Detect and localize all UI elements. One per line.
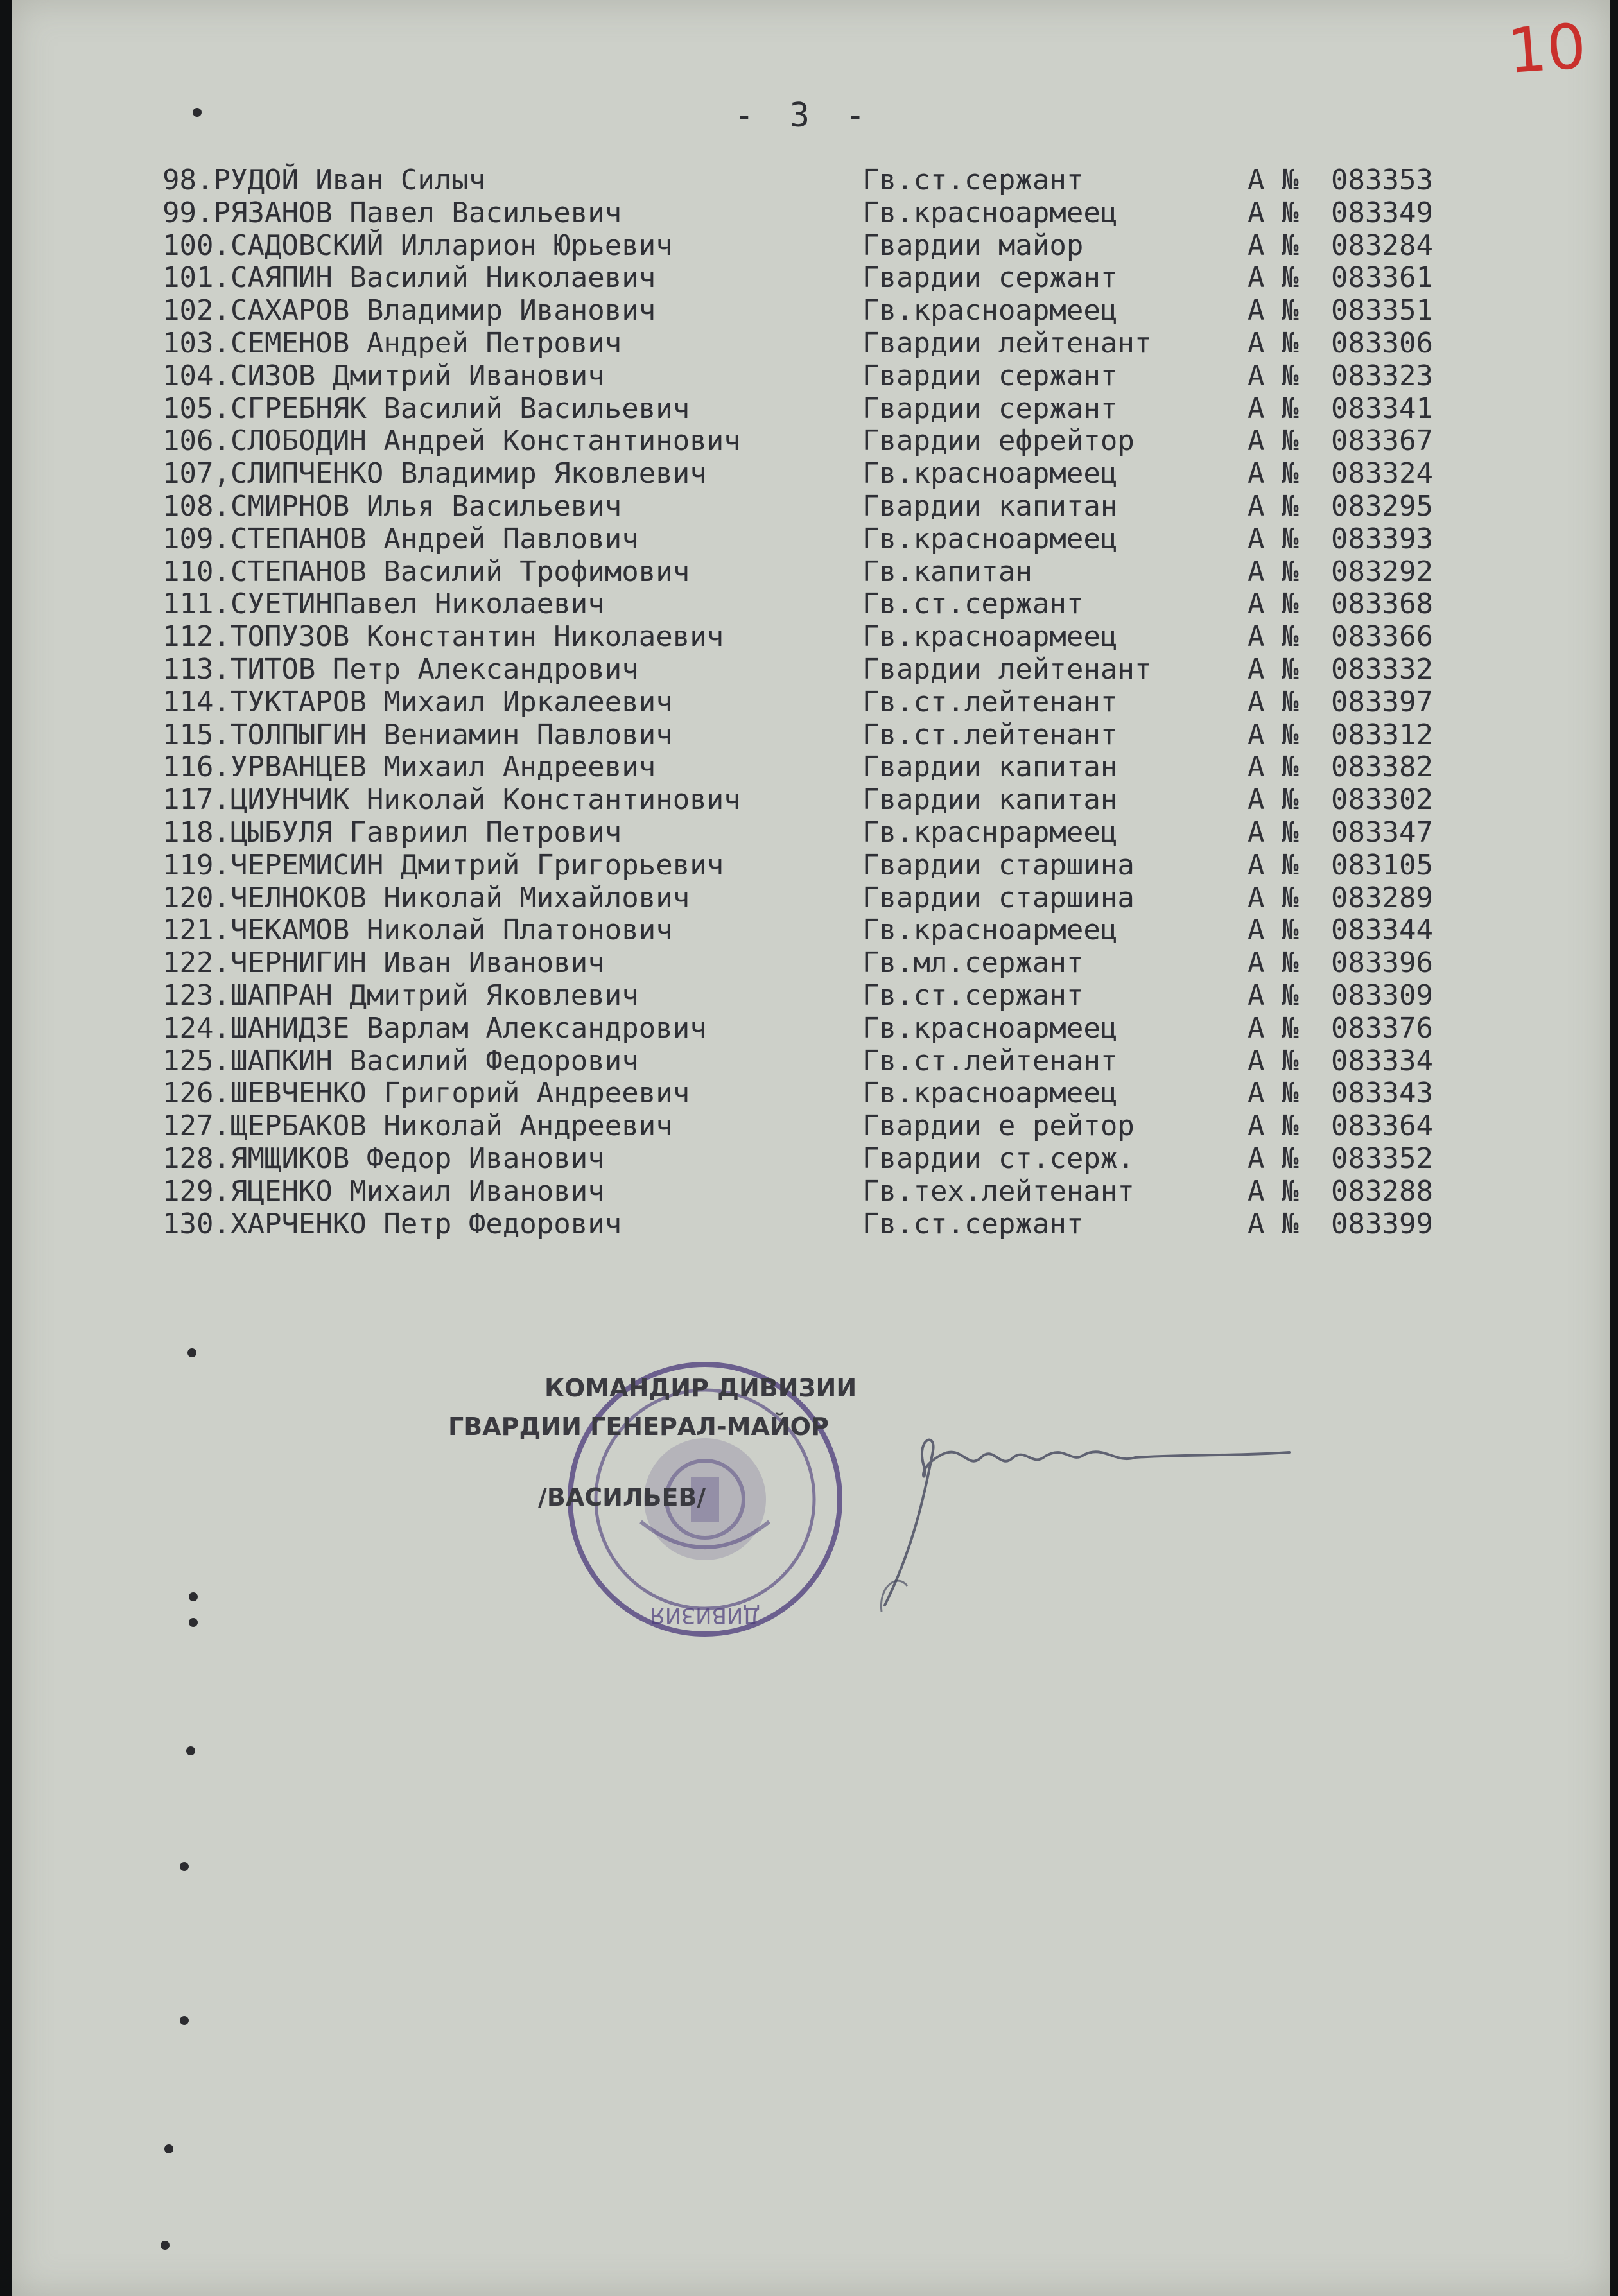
awardee-rank: Гв.мл.сержант — [862, 946, 1084, 980]
award-number: 083361 — [1331, 261, 1433, 295]
award-number: 083309 — [1331, 978, 1433, 1012]
awardee-name: САДОВСКИЙ Илларион Юрьевич — [230, 229, 673, 262]
award-number: 083352 — [1331, 1142, 1433, 1175]
awardee-name: ШАПКИН Василий Федорович — [230, 1044, 639, 1077]
awardee-name: ЧЕРНИГИН Иван Иванович — [230, 946, 605, 980]
award-series: А № — [1248, 1044, 1299, 1077]
awardee-rank: Гвардии старшина — [862, 881, 1135, 914]
award-number: 083397 — [1331, 685, 1433, 718]
row-number: 117. — [162, 783, 231, 817]
awardee-name: САХАРОВ Владимир Иванович — [230, 294, 656, 327]
binder-hole — [189, 1618, 198, 1627]
row-number: 114. — [162, 685, 231, 718]
awardee-rank: Гв.тех.лейтенант — [862, 1174, 1135, 1208]
awardee-name: ШЕВЧЕНКО Григорий Андреевич — [230, 1077, 690, 1110]
awardee-entry — [162, 523, 639, 556]
awardee-name: СЕМЕНОВ Андрей Петрович — [230, 326, 622, 360]
award-series: А № — [1248, 424, 1299, 458]
award-series: А № — [1248, 751, 1299, 784]
award-series: А № — [1248, 652, 1299, 686]
row-number: 110. — [162, 555, 231, 588]
awardee-name: ЧЕЛНОКОВ Николай Михайлович — [230, 881, 690, 914]
awardee-rank: Гв.ст.сержант — [862, 978, 1084, 1012]
awardee-rank: Гвардии капитан — [862, 489, 1118, 523]
awardee-entry — [162, 425, 741, 458]
awardee-name: СЛОБОДИН Андрей Константинович — [230, 424, 741, 458]
award-number: 083351 — [1331, 294, 1433, 327]
awardee-entry — [162, 980, 639, 1013]
awardee-rank: Гв.ст.лейтенант — [862, 718, 1118, 751]
award-number: 083366 — [1331, 620, 1433, 654]
awardee-name: ЩЕРБАКОВ Николай Андреевич — [230, 1109, 673, 1143]
awardee-rank: Гв.ст.лейтенант — [862, 685, 1118, 718]
award-number: 083284 — [1331, 229, 1433, 262]
award-number: 083353 — [1331, 164, 1433, 196]
page-number: - 3 - — [734, 96, 873, 135]
award-series: А № — [1248, 1011, 1299, 1045]
row-number: 123. — [162, 978, 231, 1012]
row-number: 124. — [162, 1011, 231, 1045]
award-number: 083295 — [1331, 489, 1433, 523]
awardee-name: ХАРЧЕНКО Петр Федорович — [230, 1207, 622, 1240]
award-number: 083343 — [1331, 1077, 1433, 1110]
row-number: 112. — [162, 620, 231, 654]
awardee-rank: Гвардии сержант — [862, 392, 1118, 425]
award-number: 083341 — [1331, 392, 1433, 425]
row-number: 130. — [162, 1207, 231, 1240]
award-number: 083396 — [1331, 946, 1433, 980]
document-page — [12, 0, 1610, 2296]
award-series: А № — [1248, 261, 1299, 295]
award-series: А № — [1248, 914, 1299, 947]
award-series: А № — [1248, 978, 1299, 1012]
awardee-rank: Гвардии ефрейтор — [862, 424, 1135, 458]
award-number: 083323 — [1331, 359, 1433, 392]
awardee-entry — [162, 556, 690, 589]
awardee-entry — [162, 1077, 690, 1110]
award-number: 083376 — [1331, 1011, 1433, 1045]
award-series: А № — [1248, 783, 1299, 817]
award-number: 083344 — [1331, 914, 1433, 947]
signatory-rank: ГВАРДИИ ГЕНЕРАЛ-МАЙОР — [448, 1413, 829, 1441]
awardee-name: РЯЗАНОВ Павел Васильевич — [213, 196, 622, 229]
row-number: 128. — [162, 1142, 231, 1175]
awardee-rank: Гв.красноармеец — [862, 196, 1118, 229]
award-number: 083399 — [1331, 1207, 1433, 1240]
awardee-rank: Гв.красноармеец — [862, 914, 1118, 947]
awardee-name: ЯЦЕНКО Михаил Иванович — [230, 1174, 605, 1208]
awardee-entry — [162, 1143, 605, 1176]
award-number: 083334 — [1331, 1044, 1433, 1077]
row-number: 101. — [162, 261, 231, 295]
awardee-name: СИЗОВ Дмитрий Иванович — [230, 359, 605, 392]
awardee-entry — [162, 1013, 707, 1045]
awardee-rank: Гвардии сержант — [862, 261, 1118, 295]
awardee-entry — [162, 849, 724, 882]
row-number: 121. — [162, 914, 231, 947]
awardee-rank: Гв.ст.сержант — [862, 1207, 1084, 1240]
award-series: А № — [1248, 718, 1299, 751]
awardee-entry — [162, 1045, 639, 1078]
awardee-name: ТОПУЗОВ Константин Николаевич — [230, 620, 724, 654]
award-series: А № — [1248, 555, 1299, 588]
awardee-entry — [162, 914, 673, 947]
awardee-entry — [162, 197, 622, 230]
awardee-entry — [162, 295, 656, 327]
award-number: 083306 — [1331, 326, 1433, 360]
row-number: 109. — [162, 522, 231, 555]
awardee-name: УРВАНЦЕВ Михаил Андреевич — [230, 751, 656, 784]
binder-hole — [180, 1862, 189, 1871]
awardee-rank: Гвардии капитан — [862, 751, 1118, 784]
awardee-entry — [162, 262, 656, 295]
award-series: А № — [1248, 489, 1299, 523]
award-series: А № — [1248, 685, 1299, 718]
awardee-name: ШАПРАН Дмитрий Яковлевич — [230, 978, 639, 1012]
award-series: А № — [1248, 848, 1299, 882]
award-series: А № — [1248, 587, 1299, 621]
award-series: А № — [1248, 1142, 1299, 1175]
awardee-rank: Гвардии е рейтор — [862, 1109, 1135, 1143]
awardee-rank: Гв.ст.сержант — [862, 164, 1084, 196]
awardee-rank: Гвардии сержант — [862, 359, 1118, 392]
awardee-name: СТЕПАНОВ Андрей Павлович — [230, 522, 639, 555]
row-number: 119. — [162, 848, 231, 882]
awardee-entry — [162, 686, 673, 719]
award-series: А № — [1248, 620, 1299, 654]
awardee-name: ШАНИДЗЕ Варлам Александрович — [230, 1011, 707, 1045]
award-series: А № — [1248, 881, 1299, 914]
awardee-rank: Гв.красноармеец — [862, 294, 1118, 327]
awardee-entry — [162, 393, 690, 426]
binder-hole — [186, 1746, 195, 1755]
awardee-rank: Гв.краснрармеец — [862, 815, 1118, 849]
awardee-entry — [162, 491, 622, 523]
binder-hole — [189, 1592, 198, 1601]
binder-hole — [180, 2016, 189, 2025]
awardee-name: ЧЕРЕМИСИН Дмитрий Григорьевич — [230, 848, 724, 882]
award-series: А № — [1248, 392, 1299, 425]
row-number: 113. — [162, 652, 231, 686]
row-number: 108. — [162, 489, 231, 523]
row-number: 118. — [162, 815, 231, 849]
archive-page-number: 10 — [1505, 10, 1588, 88]
binder-hole — [161, 2241, 170, 2250]
row-number: 127. — [162, 1109, 231, 1143]
row-number: 111. — [162, 587, 231, 621]
binder-hole — [164, 2144, 173, 2153]
awardee-entry — [162, 1176, 605, 1208]
awardee-rank: Гвардии ст.серж. — [862, 1142, 1135, 1175]
row-number: 129. — [162, 1174, 231, 1208]
row-number: 105. — [162, 392, 231, 425]
awardee-entry — [162, 719, 673, 752]
award-number: 083324 — [1331, 457, 1433, 491]
awardee-name: ЦИУНЧИК Николай Константинович — [230, 783, 741, 817]
awardee-entry — [162, 230, 673, 263]
award-number: 083105 — [1331, 848, 1433, 882]
row-number: 126. — [162, 1077, 231, 1110]
award-number: 083393 — [1331, 522, 1433, 555]
row-number: 99. — [162, 196, 214, 229]
awardee-entry — [162, 817, 622, 849]
awardee-entry — [162, 784, 741, 817]
awardee-rank: Гв.красноармеец — [862, 457, 1118, 491]
award-series: А № — [1248, 522, 1299, 555]
award-number: 083289 — [1331, 881, 1433, 914]
row-number: 116. — [162, 751, 231, 784]
award-series: А № — [1248, 229, 1299, 262]
award-series: А № — [1248, 946, 1299, 980]
binder-hole — [193, 108, 202, 117]
signatory-title: КОМАНДИР ДИВИЗИИ — [544, 1374, 857, 1402]
awardee-entry — [162, 588, 605, 621]
signature-block — [422, 1355, 1309, 1676]
awardee-rank: Гв.ст.лейтенант — [862, 1044, 1118, 1077]
award-number: 083349 — [1331, 196, 1433, 229]
awardee-name: СЛИПЧЕНКО Владимир Яковлевич — [230, 457, 707, 491]
signatory-name: /ВАСИЛЬЕВ/ — [538, 1483, 706, 1511]
awardee-name: ЧЕКАМОВ Николай Платонович — [230, 914, 673, 947]
row-number: 102. — [162, 294, 231, 327]
awardee-name: ТОЛПЫГИН Вениамин Павлович — [230, 718, 673, 751]
awardee-rank: Гв.ст.сержант — [862, 587, 1084, 621]
row-number: 122. — [162, 946, 231, 980]
award-series: А № — [1248, 457, 1299, 491]
row-number: 106. — [162, 424, 231, 458]
row-number: 125. — [162, 1044, 231, 1077]
award-series: А № — [1248, 359, 1299, 392]
awardee-name: СМИРНОВ Илья Васильевич — [230, 489, 622, 523]
awardee-name: САЯПИН Василий Николаевич — [230, 261, 656, 295]
awardee-rank: Гв.красноармеец — [862, 1011, 1118, 1045]
award-number: 083292 — [1331, 555, 1433, 588]
awardee-entry — [162, 947, 605, 980]
row-number: 107, — [162, 457, 231, 491]
stamp-text: ДИВИЗИЯ — [650, 1603, 760, 1628]
award-number: 083288 — [1331, 1174, 1433, 1208]
row-number: 120. — [162, 881, 231, 914]
binder-hole — [187, 1348, 196, 1357]
award-series: А № — [1248, 196, 1299, 229]
award-series: А № — [1248, 326, 1299, 360]
award-series: А № — [1248, 1109, 1299, 1143]
awardee-rank: Гв.красноармеец — [862, 620, 1118, 654]
awardee-rank: Гвардии майор — [862, 229, 1084, 262]
award-series: А № — [1248, 1077, 1299, 1110]
awardee-name: СУЕТИНПавел Николаевич — [230, 587, 605, 621]
award-number: 083312 — [1331, 718, 1433, 751]
awardee-entry — [162, 458, 707, 491]
row-number: 98. — [162, 164, 214, 196]
awardee-rank: Гв.красноармеец — [862, 522, 1118, 555]
awardee-entry — [162, 621, 724, 654]
awardee-rank: Гвардии старшина — [862, 848, 1135, 882]
row-number: 100. — [162, 229, 231, 262]
award-number: 083364 — [1331, 1109, 1433, 1143]
awardee-entry — [162, 164, 485, 197]
awardee-entry — [162, 327, 622, 360]
award-series: А № — [1248, 164, 1299, 196]
awardee-name: ЯМЩИКОВ Федор Иванович — [230, 1142, 605, 1175]
awardee-name: СГРЕБНЯК Василий Васильевич — [230, 392, 690, 425]
awardee-name: ТУКТАРОВ Михаил Иркалеевич — [230, 685, 673, 718]
handwritten-signature — [872, 1393, 1309, 1650]
award-number: 083302 — [1331, 783, 1433, 817]
award-number: 083367 — [1331, 424, 1433, 458]
awardee-entry — [162, 882, 690, 915]
awardee-name: СТЕПАНОВ Василий Трофимович — [230, 555, 690, 588]
row-number: 103. — [162, 326, 231, 360]
award-number: 083382 — [1331, 751, 1433, 784]
awardee-rank: Гв.капитан — [862, 555, 1032, 588]
award-number: 083347 — [1331, 815, 1433, 849]
row-number: 104. — [162, 359, 231, 392]
row-number: 115. — [162, 718, 231, 751]
awardee-entry — [162, 654, 639, 686]
award-series: А № — [1248, 1174, 1299, 1208]
award-number: 083332 — [1331, 652, 1433, 686]
awardee-rank: Гв.красноармеец — [862, 1077, 1118, 1110]
award-series: А № — [1248, 294, 1299, 327]
awardee-entry — [162, 1110, 673, 1143]
awardee-rank: Гвардии лейтенант — [862, 652, 1152, 686]
awardee-entry — [162, 751, 656, 784]
award-series: А № — [1248, 815, 1299, 849]
awardee-name: РУДОЙ Иван Силыч — [213, 164, 486, 196]
award-series: А № — [1248, 1207, 1299, 1240]
awardee-name: ТИТОВ Петр Александрович — [230, 652, 639, 686]
awardee-name: ЦЫБУЛЯ Гавриил Петрович — [230, 815, 622, 849]
award-number: 083368 — [1331, 587, 1433, 621]
awardee-rank: Гвардии лейтенант — [862, 326, 1152, 360]
awardee-rank: Гвардии капитан — [862, 783, 1118, 817]
awardee-entry — [162, 360, 605, 393]
awardee-entry — [162, 1208, 622, 1241]
